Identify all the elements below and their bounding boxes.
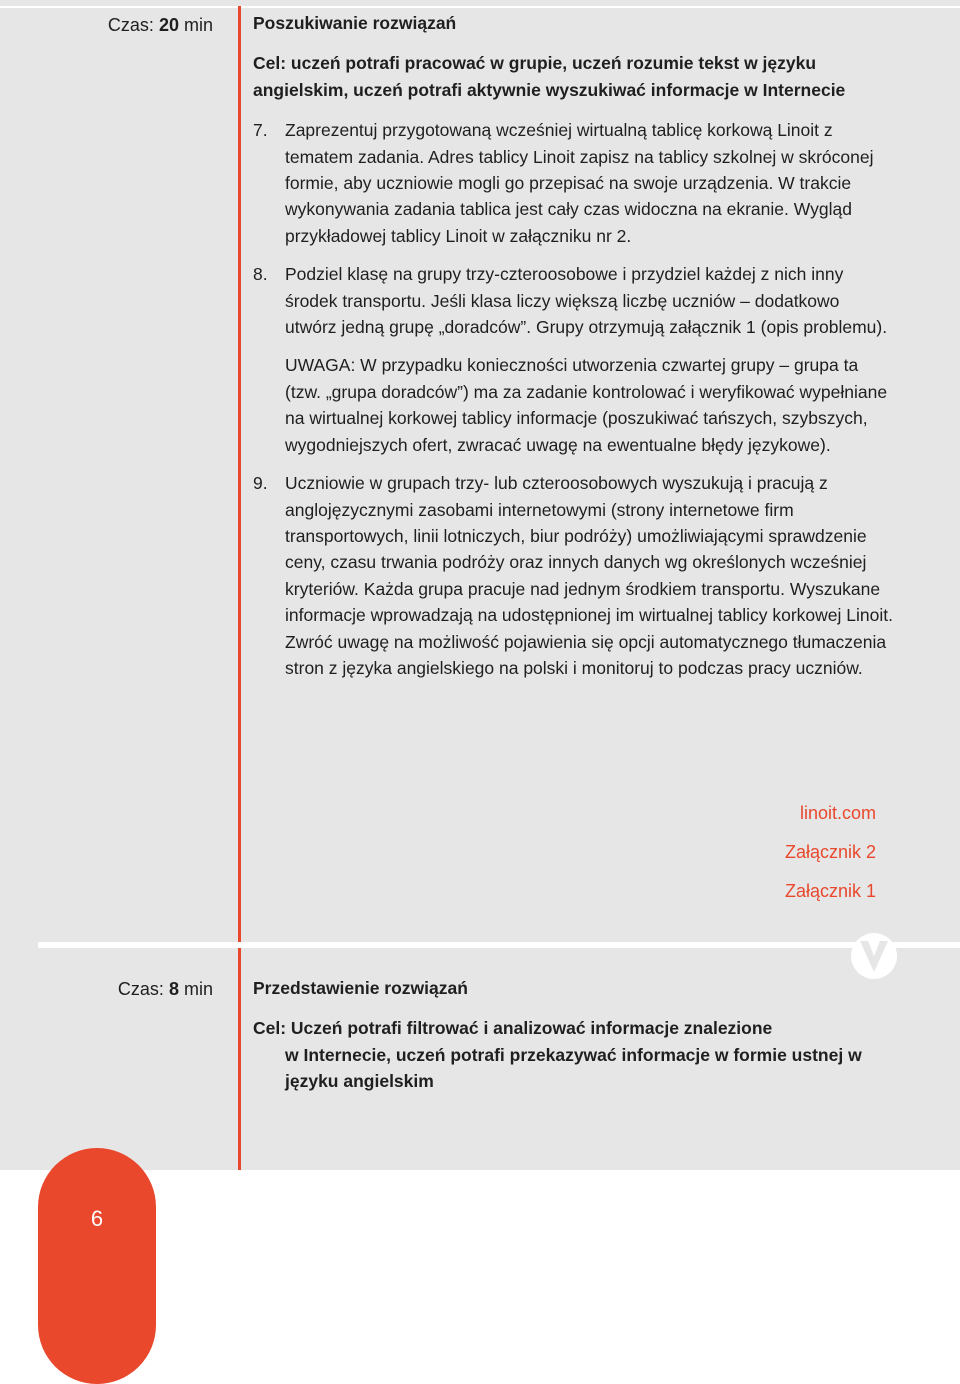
section-title: Poszukiwanie rozwiązań xyxy=(253,13,457,33)
goal-first-line: Cel: Uczeń potrafi filtrować i analizować informacje znalezione xyxy=(253,1018,773,1039)
section-przedstawienie xyxy=(253,975,893,1109)
resource-links xyxy=(785,800,876,917)
time-prefix: Czas: xyxy=(107,15,154,35)
item-text: Podziel klasę na grupy trzy-czteroosobowe i przydziel każdej z nich inny środek transportu. Jeśli klasa liczy większą liczbę uczniów – dodatkowo utwórz jedną grupę „doradców”. Grupy otrzymują załącznik 1 (opis problemu). xyxy=(285,264,888,338)
section-divider xyxy=(38,942,960,948)
time-unit: min xyxy=(183,15,213,35)
top-divider xyxy=(0,6,960,8)
section-goal xyxy=(253,1015,893,1094)
list-item xyxy=(253,117,893,249)
item-text: Uczniowie w grupach trzy- lub czteroosobowych wyszukują i pracują z anglojęzycznymi zasobami internetowymi (strony internetowe firm transportowych, linii lotniczych, biur podróży) umożliwiającymi sprawdzenie ceny, czasu trwania podróży oraz innych danych wg określonych wcześniej kryteriów. Każda grupa pracuje nad jednym środkiem transportu. Wyszukane informacje wprowadzają na udostępnionej im wirtualnej tablicy korkowej Linoit. Zwróć uwagę na możliwość pojawienia się opcji automatycznego tłumaczenia stron z języka angielskiego na polski i monitoruj to podczas pracy uczniów. xyxy=(285,473,893,678)
item-text: Zaprezentuj przygotowaną wcześniej wirtualną tablicę korkową Linoit z tematem zadania. Adres tablicy Linoit zapisz na tablicy szkolnej w skróconej formie, aby uczniowie mogli go przepisać na swoje urządzenia. W trakcie wykonywania zadania tablica jest cały czas widoczna na ekranie. Wygląd przykładowej tablicy Linoit w załączniku nr 2. xyxy=(285,120,874,246)
link-attachment-1[interactable]: Załącznik 1 xyxy=(784,881,876,901)
time-unit: min xyxy=(183,979,213,999)
check-circle-icon xyxy=(850,932,898,980)
item-number: 9. xyxy=(253,473,268,494)
page-badge xyxy=(38,1148,156,1384)
warning-note: UWAGA: W przypadku konieczności utworzenia czwartej grupy – grupa ta (tzw. „grupa doradców”) ma za zadanie kontrolować i weryfikować wypełniane na wirtualnej korkowej tablicy informacje (poszukiwać tańszych, szybszych, wygodniejszych ofert, zwracać uwagę na ewentualne błędy językowe). xyxy=(285,355,888,455)
list-item xyxy=(253,261,893,340)
list-item xyxy=(253,470,893,681)
link-linoit[interactable]: linoit.com xyxy=(799,803,876,823)
time-value: 20 xyxy=(158,15,179,35)
item-number: 8. xyxy=(253,264,268,285)
section-goal: Cel: uczeń potrafi pracować w grupie, uczeń rozumie tekst w języku angielskim, uczeń potrafi aktywnie wyszukiwać informacje w Internecie xyxy=(253,53,846,100)
goal-continuation: w Internecie, uczeń potrafi przekazywać informacje w formie ustnej w języku angielskim xyxy=(285,1044,862,1092)
section-poszukiwanie xyxy=(253,10,893,693)
link-attachment-2[interactable]: Załącznik 2 xyxy=(784,842,876,862)
time-value: 8 xyxy=(168,979,179,999)
time-label xyxy=(0,976,213,1002)
item-number: 7. xyxy=(253,120,268,141)
time-prefix: Czas: xyxy=(117,979,164,999)
time-label xyxy=(0,12,213,38)
section-title: Przedstawienie rozwiązań xyxy=(253,978,468,998)
page-number: 6 xyxy=(90,1206,104,1231)
vertical-accent-line xyxy=(238,6,241,946)
vertical-accent-line xyxy=(238,948,241,1170)
